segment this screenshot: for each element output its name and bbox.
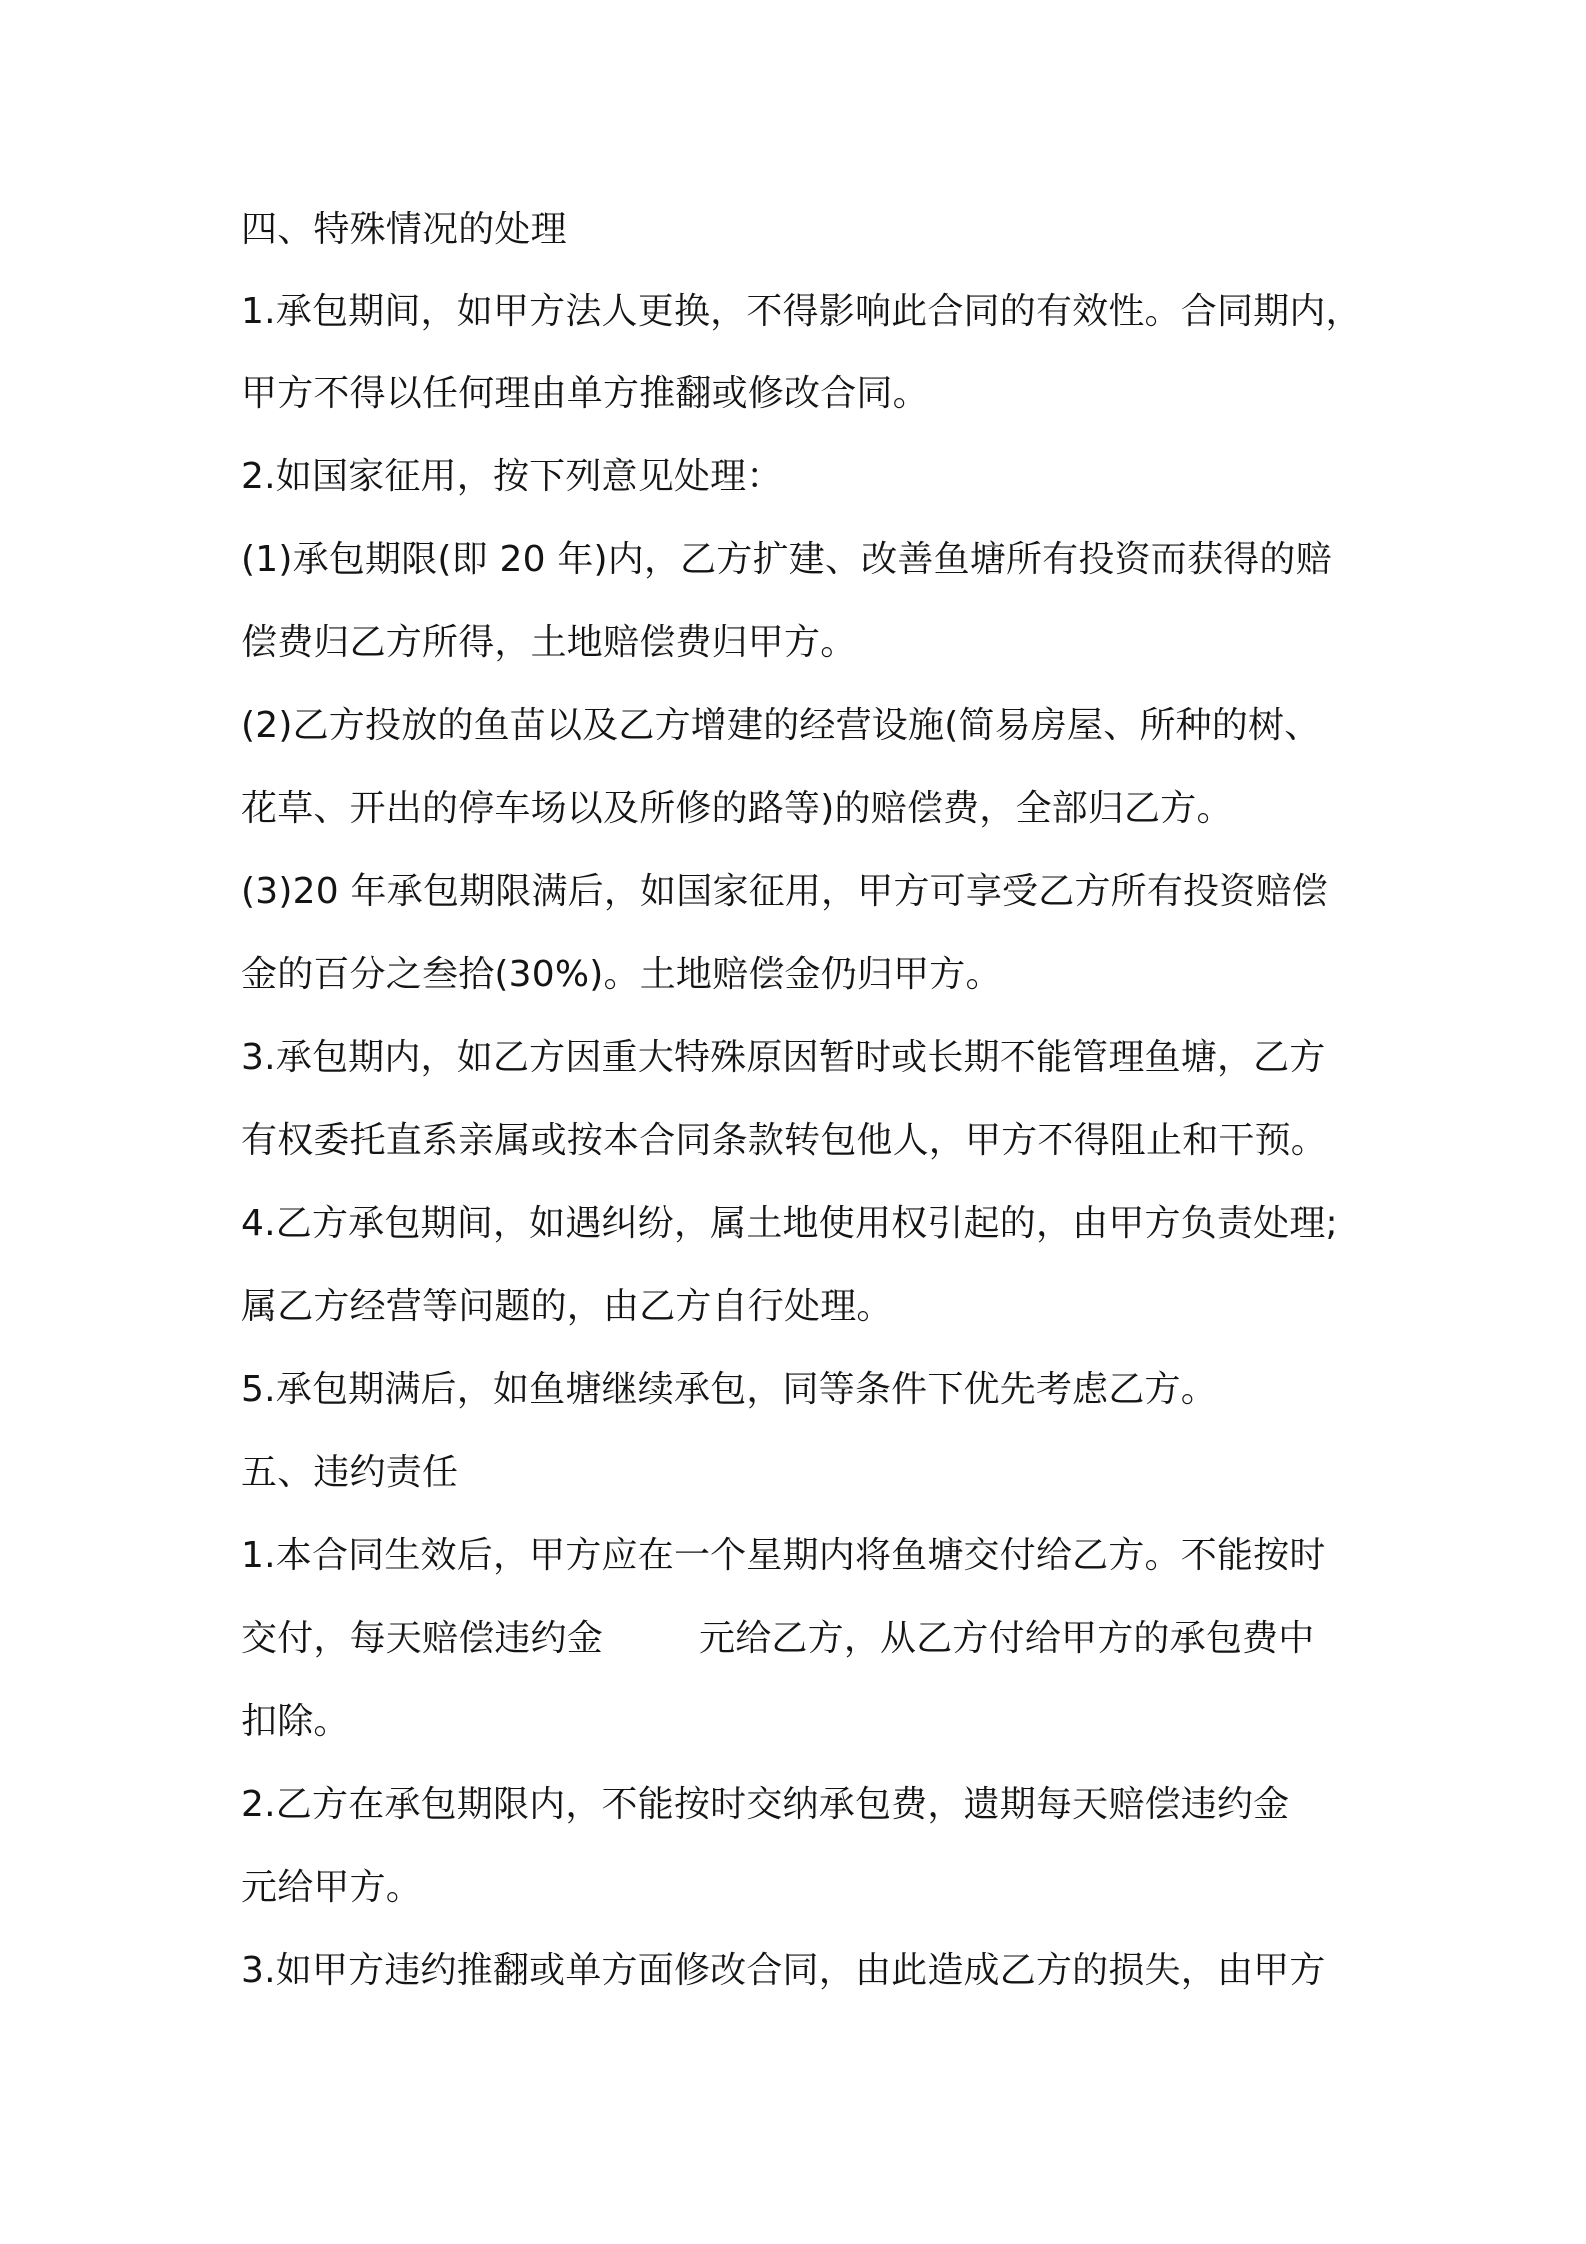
section-heading: 五、违约责任	[241, 1452, 459, 1493]
paragraph-line: 2.如国家征用，按下列意见处理：	[241, 456, 783, 497]
section-heading: 四、特殊情况的处理	[241, 209, 567, 250]
line-text-before-blank: 交付，每天赔偿违约金	[241, 1618, 604, 1659]
paragraph-line: 花草、开出的停车场以及所修的路等)的赔偿费，全部归乙方。	[241, 788, 1233, 829]
paragraph-line: 3.如甲方违约推翻或单方面修改合同，由此造成乙方的损失，由甲方	[241, 1950, 1326, 1991]
paragraph-line: 甲方不得以任何理由单方推翻或修改合同。	[241, 373, 929, 414]
paragraph-line: 5.承包期满后，如鱼塘继续承包，同等条件下优先考虑乙方。	[241, 1369, 1217, 1410]
paragraph-line: 金的百分之叁拾(30%)。土地赔偿金仍归甲方。	[241, 954, 1002, 995]
paragraph-line: 扣除。	[241, 1701, 350, 1742]
paragraph-line: (2)乙方投放的鱼苗以及乙方增建的经营设施(简易房屋、所种的树、	[241, 705, 1321, 746]
paragraph-line: (3)20 年承包期限满后，如国家征用，甲方可享受乙方所有投资赔偿	[241, 871, 1328, 912]
paragraph-line: 元给甲方。	[241, 1867, 423, 1908]
paragraph-line: 1.本合同生效后，甲方应在一个星期内将鱼塘交付给乙方。不能按时	[241, 1535, 1326, 1576]
paragraph-line: 3.承包期内，如乙方因重大特殊原因暂时或长期不能管理鱼塘，乙方	[241, 1037, 1326, 1078]
paragraph-line	[241, 1617, 1314, 1661]
paragraph-line: 2.乙方在承包期限内，不能按时交纳承包费，遗期每天赔偿违约金	[241, 1784, 1290, 1825]
paragraph-line: 偿费归乙方所得，土地赔偿费归甲方。	[241, 622, 857, 663]
paragraph-line: 有权委托直系亲属或按本合同条款转包他人，甲方不得阻止和干预。	[241, 1120, 1328, 1161]
paragraph-line: 1.承包期间，如甲方法人更换，不得影响此合同的有效性。合同期内，	[241, 291, 1362, 332]
paragraph-line: (1)承包期限(即 20 年)内，乙方扩建、改善鱼塘所有投资而获得的赔	[241, 539, 1332, 580]
paragraph-line: 4.乙方承包期间，如遇纠纷，属土地使用权引起的，由甲方负责处理;	[241, 1203, 1338, 1244]
line-text-after-blank: 元给乙方，从乙方付给甲方的承包费中	[699, 1618, 1315, 1659]
paragraph-line: 属乙方经营等问题的，由乙方自行处理。	[241, 1286, 893, 1327]
